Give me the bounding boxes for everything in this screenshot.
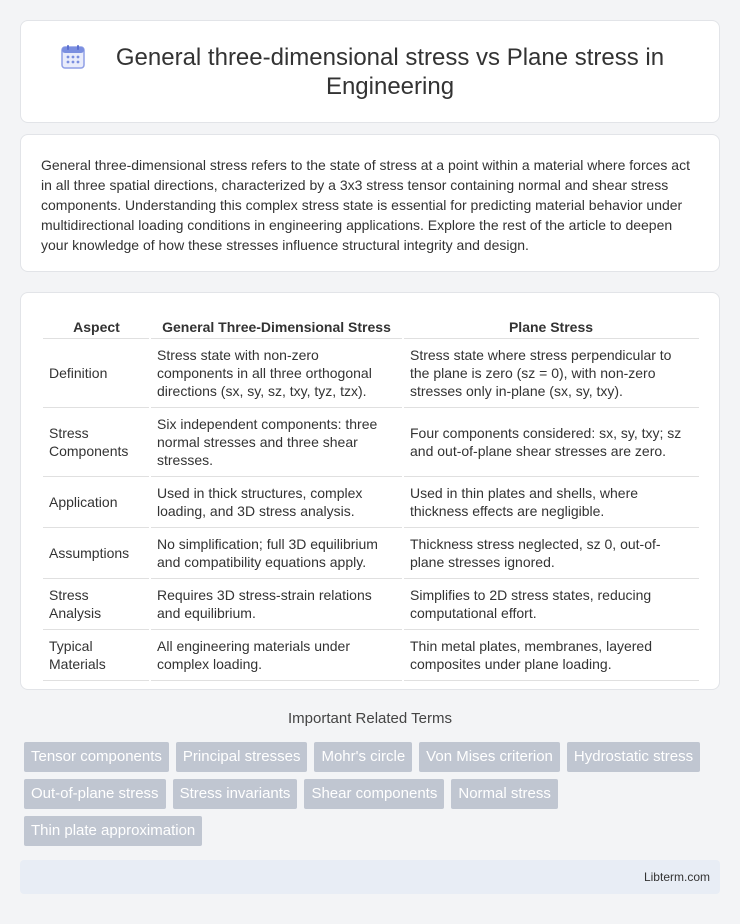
table-row bbox=[43, 578, 699, 629]
row-three-dimensional: No simplification; full 3D equilibrium and compatibility equations apply. bbox=[150, 527, 403, 578]
column-header-aspect: Aspect bbox=[43, 313, 150, 338]
footer-site-link[interactable]: Libterm.com bbox=[643, 870, 710, 884]
column-header-plane-stress: Plane Stress bbox=[403, 313, 699, 338]
row-plane-stress: Thickness stress neglected, sz 0, out-of-plane stresses ignored. bbox=[403, 527, 699, 578]
row-aspect: Application bbox=[43, 476, 150, 527]
row-three-dimensional: Requires 3D stress-strain relations and equilibrium. bbox=[150, 578, 403, 629]
row-aspect: Stress Components bbox=[43, 407, 150, 476]
related-term-tag[interactable]: Mohr's circle bbox=[314, 742, 412, 772]
related-term-tag[interactable]: Von Mises criterion bbox=[419, 742, 560, 772]
row-aspect: Typical Materials bbox=[43, 629, 150, 680]
row-plane-stress: Four components considered: sx, sy, txy; sz and out-of-plane shear stresses are zero. bbox=[403, 407, 699, 476]
related-term-tag[interactable]: Stress invariants bbox=[173, 779, 298, 809]
related-terms-list bbox=[24, 742, 724, 846]
intro-card bbox=[20, 134, 720, 272]
row-three-dimensional: Six independent components: three normal stresses and three shear stresses. bbox=[150, 407, 403, 476]
table-row bbox=[43, 527, 699, 578]
related-terms-heading: Important Related Terms bbox=[288, 710, 452, 727]
row-three-dimensional: All engineering materials under complex loading. bbox=[150, 629, 403, 680]
comparison-card bbox=[20, 292, 720, 690]
table-header-row bbox=[43, 313, 699, 338]
related-term-tag[interactable]: Shear components bbox=[304, 779, 444, 809]
column-header-three-dimensional: General Three-Dimensional Stress bbox=[150, 313, 403, 338]
table-row bbox=[43, 338, 699, 407]
header-card bbox=[20, 20, 720, 123]
comparison-table bbox=[43, 313, 699, 681]
table-row bbox=[43, 407, 699, 476]
footer bbox=[20, 860, 720, 894]
page-title: General three-dimensional stress vs Plane stress in Engineering bbox=[115, 43, 665, 100]
row-three-dimensional: Used in thick structures, complex loading, and 3D stress analysis. bbox=[150, 476, 403, 527]
intro-text: General three-dimensional stress refers to the state of stress at a point within a material where forces act in all three spatial directions, characterized by a 3x3 stress tensor containing normal and shear stress components. Understanding this complex stress state is essential for predicting material behavior under multidirectional loading conditions in engineering applications. Explore the rest of the article to deepen your knowledge of how these stresses influence structural integrity and design. bbox=[41, 157, 690, 253]
calendar-icon bbox=[60, 44, 86, 70]
related-term-tag[interactable]: Hydrostatic stress bbox=[567, 742, 700, 772]
row-three-dimensional: Stress state with non-zero components in all three orthogonal directions (sx, sy, sz, txy, tyz, tzx). bbox=[150, 338, 403, 407]
title-wrap bbox=[60, 43, 680, 101]
related-term-tag[interactable]: Principal stresses bbox=[176, 742, 308, 772]
row-plane-stress: Stress state where stress perpendicular to the plane is zero (sz = 0), with non-zero stresses only in-plane (sx, sy, txy). bbox=[403, 338, 699, 407]
table-row bbox=[43, 476, 699, 527]
table-row bbox=[43, 629, 699, 680]
row-plane-stress: Simplifies to 2D stress states, reducing computational effort. bbox=[403, 578, 699, 629]
row-plane-stress: Thin metal plates, membranes, layered composites under plane loading. bbox=[403, 629, 699, 680]
related-term-tag[interactable]: Normal stress bbox=[451, 779, 558, 809]
row-aspect: Assumptions bbox=[43, 527, 150, 578]
row-aspect: Stress Analysis bbox=[43, 578, 150, 629]
related-term-tag[interactable]: Thin plate approximation bbox=[24, 816, 202, 846]
related-term-tag[interactable]: Out-of-plane stress bbox=[24, 779, 166, 809]
row-plane-stress: Used in thin plates and shells, where thickness effects are negligible. bbox=[403, 476, 699, 527]
row-aspect: Definition bbox=[43, 338, 150, 407]
related-term-tag[interactable]: Tensor components bbox=[24, 742, 169, 772]
